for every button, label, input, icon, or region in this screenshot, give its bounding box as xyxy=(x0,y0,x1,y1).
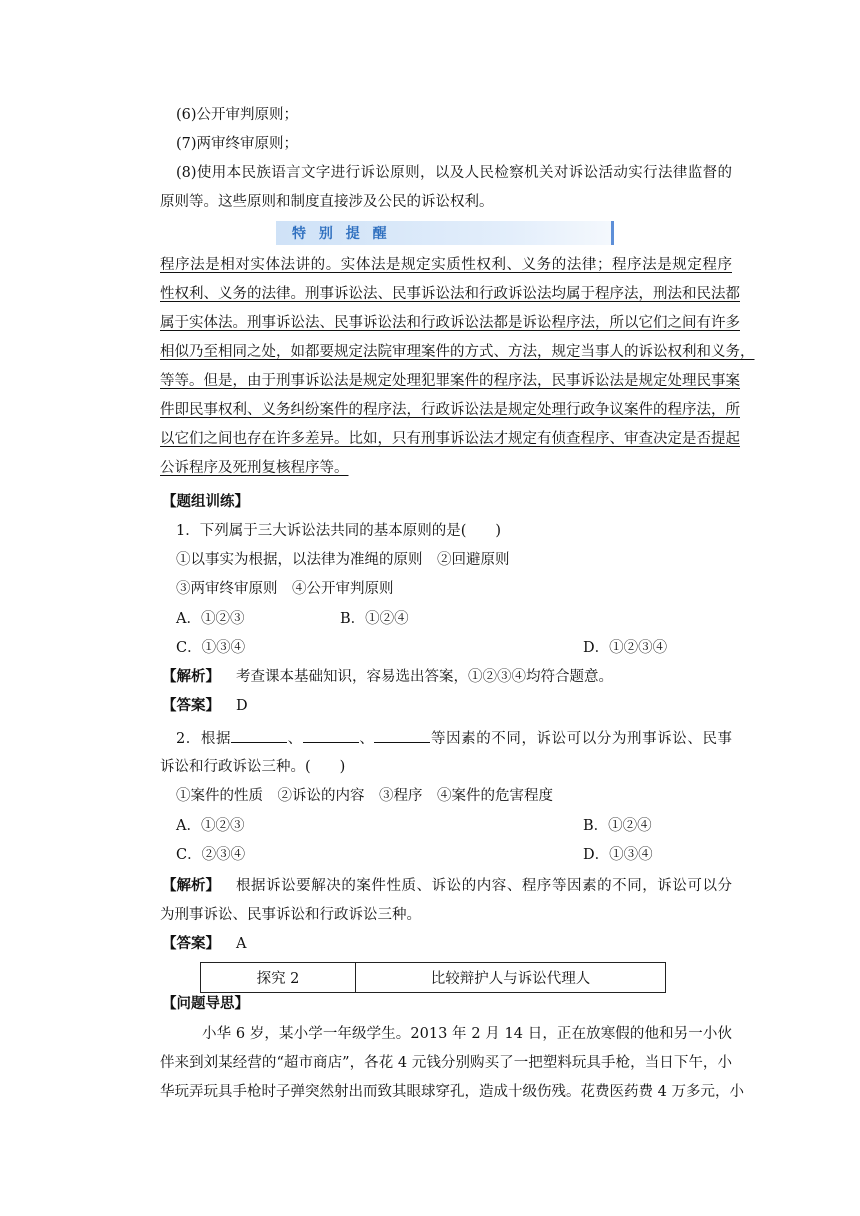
q2-sep-2: 、 xyxy=(358,731,375,747)
q2-option-b: B．①②④ xyxy=(583,818,652,834)
q2-blank-3 xyxy=(374,728,430,743)
q2-blank-1 xyxy=(231,728,287,743)
q2-blank-2 xyxy=(303,728,359,743)
q2-options-line: ①案件的性质 ②诉讼的内容 ③程序 ④案件的危害程度 xyxy=(176,788,553,804)
q2-stem-line2: 诉讼和行政诉讼三种。( ) xyxy=(160,759,346,775)
q2-analysis-line2: 为刑事诉讼、民事诉讼和行政诉讼三种。 xyxy=(160,907,421,923)
q1-option-a: A．①②③ xyxy=(176,611,245,627)
reminder-line-6: 件即民事权利、义务纠纷案件的程序法，行政诉讼法是规定处理行政争议案件的程序法，所 xyxy=(160,402,740,418)
q2-option-a: A．①②③ xyxy=(176,818,245,834)
guide-line-3: 华玩弄玩具手枪时子弹突然射出而致其眼球穿孔，造成十级伤残。花费医药费 4 万多元，小 xyxy=(160,1084,744,1100)
q1-answer-label: 【答案】 xyxy=(162,697,220,714)
q1-analysis-text: 考查课本基础知识，容易选出答案，①②③④均符合题意。 xyxy=(236,669,613,685)
guide-line-1: 小华 6 岁，某小学一年级学生。2013 年 2 月 14 日，正在放寒假的他和另一小伙 xyxy=(202,1026,732,1042)
training-heading: 【题组训练】 xyxy=(162,493,249,510)
q2-answer: A xyxy=(236,936,247,952)
q2-stem-suffix: 等因素的不同，诉讼可以分为刑事诉讼、民事 xyxy=(430,731,733,747)
q2-answer-label: 【答案】 xyxy=(162,935,220,952)
guide-line-2: 伴来到刘某经营的“超市商店”，各花 4 元钱分别购买了一把塑料玩具手枪，当日下午，小 xyxy=(160,1055,732,1071)
q1-answer: D xyxy=(236,698,248,714)
q1-options-line2: ③两审终审原则 ④公开审判原则 xyxy=(176,581,394,597)
q1-option-b: B．①②④ xyxy=(340,611,409,627)
q2-analysis-line1: 根据诉讼要解决的案件性质、诉讼的内容、程序等因素的不同，诉讼可以分 xyxy=(236,878,732,894)
principle-8-line1: (8)使用本民族语言文字进行诉讼原则，以及人民检察机关对诉讼活动实行法律监督的 xyxy=(176,165,732,181)
q2-analysis-label: 【解析】 xyxy=(162,877,220,894)
guide-heading: 【问题导思】 xyxy=(162,995,249,1012)
principle-8-line2: 原则等。这些原则和制度直接涉及公民的诉讼权利。 xyxy=(160,194,494,210)
special-reminder-title: 特 别 提 醒 xyxy=(292,226,391,242)
special-reminder-banner xyxy=(276,221,614,245)
q2-sep-1: 、 xyxy=(287,731,303,747)
q1-option-d: D．①②③④ xyxy=(583,640,668,656)
reminder-line-1: 程序法是相对实体法讲的。实体法是规定实质性权利、义务的法律；程序法是规定程序 xyxy=(160,257,732,273)
q1-stem: 1．下列属于三大诉讼法共同的基本原则的是( ) xyxy=(176,523,502,539)
q1-analysis-label: 【解析】 xyxy=(162,668,220,685)
reminder-line-4: 相似乃至相同之处，如都要规定法院审理案件的方式、方法，规定当事人的诉讼权利和义务， xyxy=(160,344,755,360)
probe-table xyxy=(200,962,666,993)
q2-stem-prefix: 2．根据 xyxy=(176,731,232,747)
reminder-line-8: 公诉程序及死刑复核程序等。 xyxy=(160,460,349,476)
q2-option-d: D．①③④ xyxy=(583,847,653,863)
reminder-line-7: 以它们之间也存在许多差异。比如，只有刑事诉讼法才规定有侦查程序、审查决定是否提起 xyxy=(160,431,740,447)
q2-option-c: C．②③④ xyxy=(176,847,246,863)
probe-title: 比较辩护人与诉讼代理人 xyxy=(356,963,666,993)
reminder-line-3: 属于实体法。刑事诉讼法、民事诉讼法和行政诉讼法都是诉讼程序法，所以它们之间有许多 xyxy=(160,315,740,331)
principle-7: (7)两审终审原则； xyxy=(176,136,299,152)
principle-6: (6)公开审判原则； xyxy=(176,107,299,123)
q1-option-c: C．①③④ xyxy=(176,640,246,656)
reminder-line-5: 等等。但是，由于刑事诉讼法是规定处理犯罪案件的程序法，民事诉讼法是规定处理民事案 xyxy=(160,373,740,389)
probe-label: 探究 2 xyxy=(201,963,356,993)
q1-options-line1: ①以事实为根据，以法律为准绳的原则 ②回避原则 xyxy=(176,552,510,568)
q2-stem-line1 xyxy=(176,728,732,749)
reminder-line-2: 性权利、义务的法律。刑事诉讼法、民事诉讼法和行政诉讼法均属于程序法，刑法和民法都 xyxy=(160,286,740,302)
